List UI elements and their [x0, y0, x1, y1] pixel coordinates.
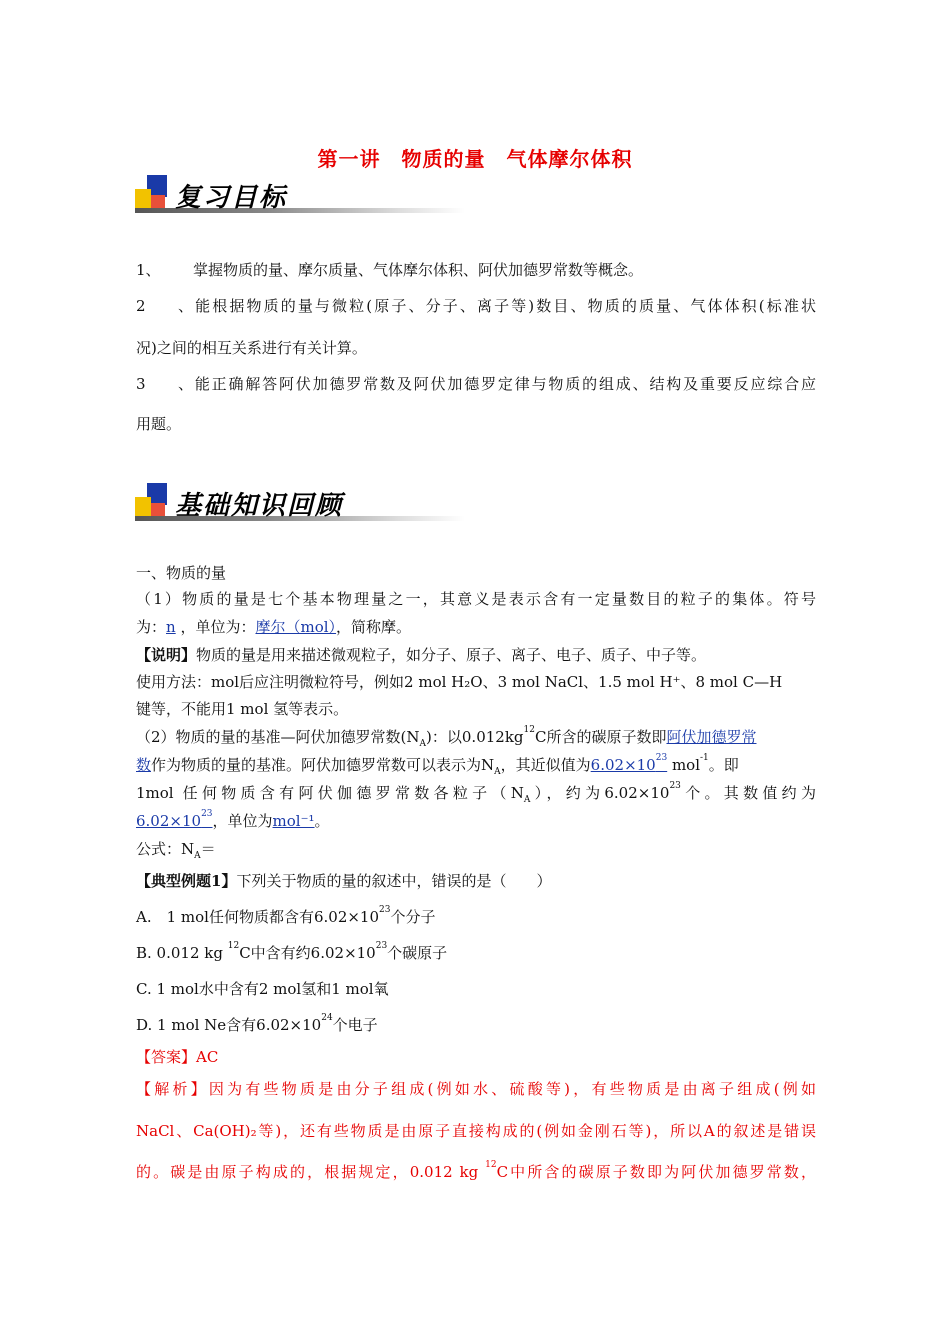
usage-line2: 键等，不能用1 mol 氢等表示。 — [136, 700, 349, 718]
goal-number: 1、 — [136, 261, 161, 279]
text-span: ，其近似值为 — [500, 756, 591, 774]
text-span: C中所含的碳原子数即为阿伏加德罗常数， — [496, 1163, 817, 1181]
question-text: 下列关于物质的量的叙述中，错误的是（ ） — [236, 872, 552, 890]
option-a — [136, 905, 816, 929]
subscript: A — [523, 795, 531, 805]
text-span: 。 — [314, 812, 330, 830]
banner-yellow-square — [135, 189, 151, 209]
unit-link[interactable]: 摩尔（mol） — [255, 618, 337, 636]
note-text: 物质的量是用来描述微观粒子，如分子、原子、离子、电子、质子、中子等。 — [196, 646, 707, 664]
section-heading: 一、物质的量 — [136, 564, 227, 582]
para2-line4 — [136, 809, 816, 833]
option-c: C. 1 mol水中含有2 mol氢和1 mol氧 — [136, 980, 389, 998]
text-span: mol — [667, 756, 701, 774]
banner-red-square — [151, 503, 165, 517]
symbol-link[interactable]: n — [166, 618, 176, 636]
para2-line1 — [136, 725, 816, 756]
para1-line2 — [136, 615, 816, 639]
para1-line1: （1）物质的量是七个基本物理量之一，其意义是表示含有一定量数目的粒子的集体。符号 — [136, 590, 816, 608]
text-span: 个分子 — [390, 908, 436, 926]
banner-yellow-square — [135, 497, 151, 517]
goal-number: 3、 — [136, 375, 193, 393]
goal-text: 能根据物质的量与微粒(原子、分子、离子等)数目、物质的质量、气体体积(标准状 — [193, 297, 816, 315]
banner-label: 基础知识回顾 — [175, 491, 344, 521]
superscript: 23 — [669, 781, 681, 791]
superscript: 23 — [201, 809, 213, 819]
banner-label: 复习目标 — [175, 183, 288, 213]
para2-line3 — [136, 781, 816, 812]
text-span: ，单位为： — [180, 618, 256, 636]
text-span: 的。碳是由原子构成的，根据规定，0.012 kg — [136, 1163, 486, 1181]
text-span: )：以0.012kg — [426, 728, 524, 746]
unit-link[interactable]: mol⁻¹ — [272, 812, 315, 830]
avogadro-link[interactable]: 阿伏加德罗常 — [666, 728, 757, 746]
text-span: 。即 — [708, 756, 739, 774]
text-span: ，简称摩。 — [336, 618, 412, 636]
analysis-line3 — [136, 1160, 816, 1184]
analysis-line1: 【解析】因为有些物质是由分子组成(例如水、硫酸等)，有些物质是由离子组成(例如 — [136, 1080, 816, 1098]
option-d — [136, 1013, 816, 1037]
value-link[interactable] — [136, 809, 213, 830]
goal-item-2-line2: 况)之间的相互关系进行有关计算。 — [136, 339, 367, 357]
text-span: 个电子 — [332, 1016, 378, 1034]
text-span: A. 1 mol任何物质都含有6.02×10 — [136, 908, 380, 926]
superscript: 23 — [655, 753, 668, 763]
text-span: 个碳原子 — [387, 944, 448, 962]
value-link[interactable] — [590, 753, 668, 774]
superscript: 23 — [379, 905, 391, 915]
goal-item-3-line1 — [136, 372, 816, 396]
note-line — [136, 643, 816, 667]
para2-line2 — [136, 753, 816, 784]
goal-item-3-line2: 用题。 — [136, 415, 182, 433]
analysis-line2: NaCl、Ca(OH)₂等)，还有些物质是由原子直接构成的(例如金刚石等)，所以A的叙述是错误 — [136, 1122, 816, 1140]
goal-item-1 — [136, 258, 816, 282]
section-banner-review-goals — [135, 175, 465, 225]
value-text: 6.02×10 — [136, 812, 202, 830]
goal-text: 能正确解答阿伏加德罗常数及阿伏加德罗定律与物质的组成、结构及重要反应综合应 — [193, 375, 816, 393]
superscript: 12 — [523, 725, 535, 735]
text-span: D. 1 mol Ne含有6.02×10 — [136, 1016, 322, 1034]
option-b — [136, 941, 816, 965]
superscript: 23 — [375, 941, 388, 951]
text-span: （2）物质的量的基准—阿伏加德罗常数(N — [136, 728, 420, 746]
text-span: 1mol 任何物质含有阿伏伽德罗常数各粒子（N — [136, 784, 524, 802]
banner-red-square — [151, 195, 165, 209]
note-tag: 【说明】 — [136, 646, 197, 664]
subscript: A — [194, 851, 201, 861]
text-span: ＝ — [200, 840, 216, 858]
superscript: -1 — [700, 753, 709, 763]
text-span: 个。其数值约为 — [680, 784, 816, 802]
text-span: ），约为6.02×10 — [530, 784, 670, 802]
example-tag: 【典型例题1】 — [136, 872, 237, 890]
example-question — [136, 869, 816, 893]
superscript: 12 — [227, 941, 240, 951]
subscript: A — [419, 739, 427, 749]
text-span: B. 0.012 kg — [136, 944, 228, 962]
goal-item-2-line1 — [136, 294, 816, 318]
page-title: 第一讲 物质的量 气体摩尔体积 — [317, 147, 633, 171]
text-span: C所含的碳原子数即 — [534, 728, 667, 746]
text-span: C中含有约6.02×10 — [239, 944, 376, 962]
superscript: 24 — [321, 1013, 333, 1023]
superscript: 12 — [485, 1160, 497, 1170]
goal-number: 2、 — [136, 297, 193, 315]
formula-line — [136, 837, 816, 868]
value-text: 6.02×10 — [590, 756, 656, 774]
avogadro-link-cont[interactable]: 数 — [136, 756, 152, 774]
section-banner-basic-knowledge — [135, 483, 465, 533]
answer-line: 【答案】AC — [136, 1048, 219, 1066]
text-span: 为： — [136, 618, 167, 636]
text-span: 作为物质的量的基准。阿伏加德罗常数可以表示为N — [151, 756, 495, 774]
usage-line1: 使用方法：mol后应注明微粒符号，例如2 mol H₂O、3 mol NaCl、1.5 mol H⁺、8 mol C—H — [136, 673, 783, 691]
text-span: 公式：N — [136, 840, 195, 858]
subscript: A — [494, 767, 501, 777]
goal-text: 掌握物质的量、摩尔质量、气体摩尔体积、阿伏加德罗常数等概念。 — [193, 261, 644, 279]
text-span: ，单位为 — [212, 812, 273, 830]
